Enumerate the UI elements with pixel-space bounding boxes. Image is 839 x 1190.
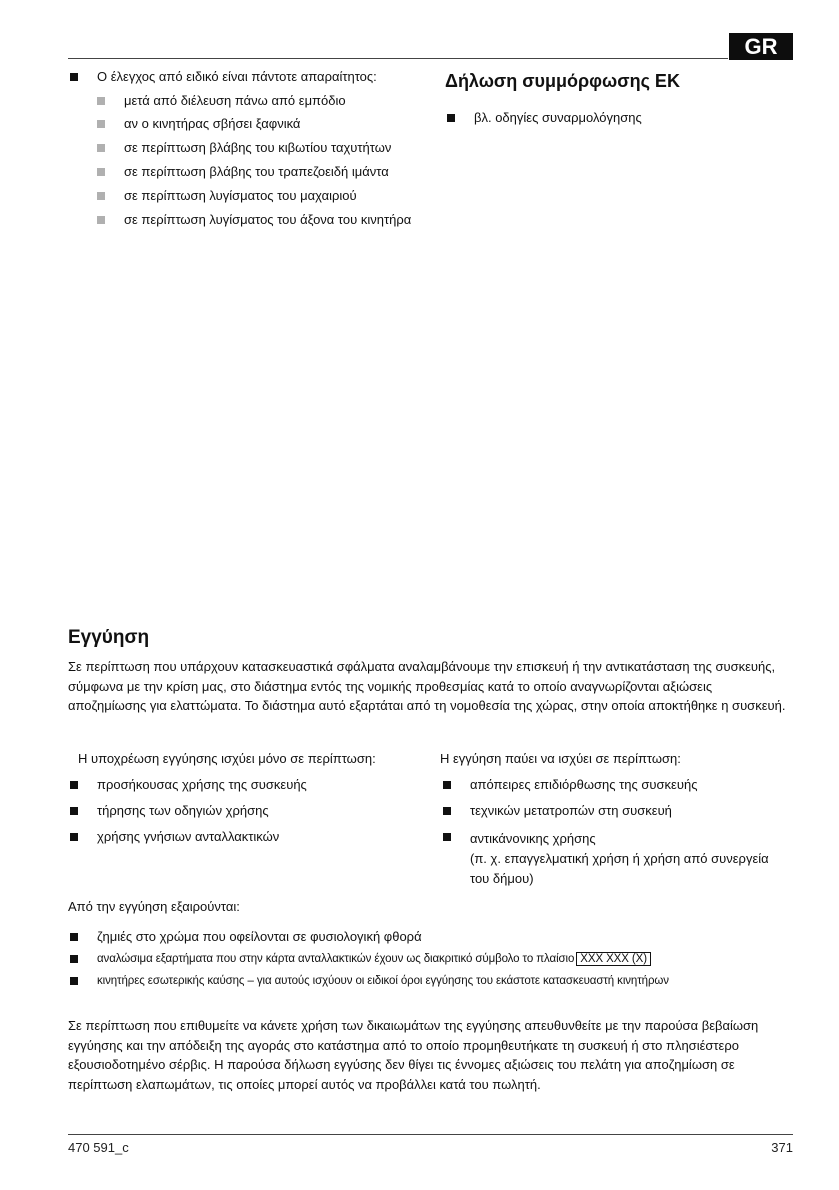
document-code: 470 591_c [68, 1140, 129, 1155]
square-bullet-icon [97, 168, 105, 176]
part-code-box: XXX XXX (X) [576, 952, 651, 966]
page-number: 371 [771, 1140, 793, 1155]
warranty-void-heading: Η εγγύηση παύει να ισχύει σε περίπτωση: [440, 751, 681, 766]
square-bullet-icon [447, 114, 455, 122]
language-tab: GR [729, 33, 793, 60]
list-item-text: αν ο κινητήρας σβήσει ξαφνικά [124, 116, 301, 131]
list-item [97, 140, 429, 156]
top-divider [68, 58, 728, 59]
warranty-intro: Σε περίπτωση που υπάρχουν κατασκευαστικά σφάλματα αναλαμβάνουμε την επισκευή ή την αντικατάσταση της συσκευής, σύμφωνα με την κρίση μας, στο διάστημα εντός της νομικής προθεσμίας κατά το οποίο αναγνωρίζονται αξιώσεις αποζημίωσης για ελαττώματα. Το διάστημα αυτό εξαρτάται από τη νομοθεσία της χώρας, στην οποία αποκτήθηκε η συσκευή. [68, 659, 786, 713]
square-bullet-icon [443, 833, 451, 841]
list-item [447, 110, 787, 126]
list-item-text: τήρησης των οδηγιών χρήσης [97, 803, 269, 818]
bottom-divider [68, 1134, 793, 1135]
list-item-text: κινητήρες εσωτερικής καύσης – για αυτούς ισχύουν οι ειδικοί όροι εγγύησης του εκάστοτε κατασκευαστή κινητήρων [97, 975, 669, 987]
warranty-valid-heading: Η υποχρέωση εγγύησης ισχύει μόνο σε περίπτωση: [78, 751, 376, 766]
square-bullet-icon [70, 955, 78, 963]
list-item-text: αντικάνονικης χρήσης [470, 831, 596, 846]
list-item [70, 803, 400, 819]
square-bullet-icon [70, 781, 78, 789]
list-item [443, 829, 773, 889]
square-bullet-icon [70, 977, 78, 985]
list-item [70, 829, 400, 845]
expert-check-main-text: Ο έλεγχος από ειδικό είναι πάντοτε απαραίτητος: [97, 69, 377, 84]
expert-check-list [70, 93, 430, 228]
list-item [443, 803, 773, 819]
exclusions-heading: Από την εγγύηση εξαιρούνται: [68, 899, 240, 914]
square-bullet-icon [97, 192, 105, 200]
list-item [70, 951, 795, 967]
list-item [70, 777, 400, 793]
list-item-text: απόπειρες επιδιόρθωσης της συσκευής [470, 777, 698, 792]
exclusions-list [70, 929, 795, 995]
warranty-closing-text: Σε περίπτωση που επιθυμείτε να κάνετε χρήση των δικαιωμάτων της εγγύησης απευθυνθείτε με την παρούσα βεβαίωση εγγύησης και την απόδειξη της αγοράς στο κατάστημα από το οποίο προμηθευτήκατε τη συσκευή ή στο πλησιέστερο εξουσιοδοτημένο σέρβις. Η παρούσα δήλωση εγγύσης δεν θίγει τις έννομες αξιώσεις του πελάτη για αποζημίωση σε περίπτωση ελαπωμάτων, τις οποίες μπορεί αυτός να προβάλλει κατά του πωλητή. [68, 1018, 759, 1092]
square-bullet-icon [70, 73, 78, 81]
list-item-note: (π. χ. επαγγελματική χρήση ή χρήση από συνεργεία του δήμου) [470, 851, 769, 886]
list-item-text: χρήσης γνήσιων ανταλλακτικών [97, 829, 280, 844]
list-item-text: σε περίπτωση βλάβης του κιβωτίου ταχυτήτων [124, 140, 392, 155]
warranty-title: Εγγύηση [68, 627, 150, 648]
square-bullet-icon [443, 807, 451, 815]
list-item-text: ζημιές στο χρώμα που οφείλονται σε φυσιολογική φθορά [97, 929, 422, 944]
expert-check-main [70, 69, 430, 93]
list-item [97, 212, 429, 228]
warranty-valid-list [70, 777, 400, 855]
list-item [97, 164, 429, 180]
square-bullet-icon [97, 120, 105, 128]
square-bullet-icon [70, 833, 78, 841]
square-bullet-icon [97, 144, 105, 152]
square-bullet-icon [97, 216, 105, 224]
square-bullet-icon [70, 933, 78, 941]
list-item [97, 93, 429, 109]
expert-check-section [70, 69, 430, 236]
warranty-void-list [443, 777, 773, 899]
square-bullet-icon [97, 97, 105, 105]
list-item-text: αναλώσιμα εξαρτήματα που στην κάρτα ανταλλακτικών έχουν ως διακριτικό σύμβολο το πλαίσιο [97, 953, 575, 965]
list-item-text: σε περίπτωση βλάβης του τραπεζοειδή ιμάντα [124, 164, 389, 179]
list-item [70, 929, 795, 945]
list-item [97, 116, 429, 132]
square-bullet-icon [443, 781, 451, 789]
ce-declaration-title: Δήλωση συμμόρφωσης ΕΚ [445, 71, 680, 91]
list-item [70, 973, 795, 989]
square-bullet-icon [70, 807, 78, 815]
list-item-text: προσήκουσας χρήσης της συσκευής [97, 777, 307, 792]
list-item [97, 188, 429, 204]
list-item-text: μετά από διέλευση πάνω από εμπόδιο [124, 93, 346, 108]
list-item-text: τεχνικών μετατροπών στη συσκευή [470, 803, 672, 818]
list-item-text: σε περίπτωση λυγίσματος του άξονα του κινητήρα [124, 212, 412, 227]
list-item-text: βλ. οδηγίες συναρμολόγησης [474, 110, 642, 125]
list-item-text: σε περίπτωση λυγίσματος του μαχαιριού [124, 188, 357, 203]
ce-declaration-list [447, 110, 787, 126]
list-item [443, 777, 773, 793]
